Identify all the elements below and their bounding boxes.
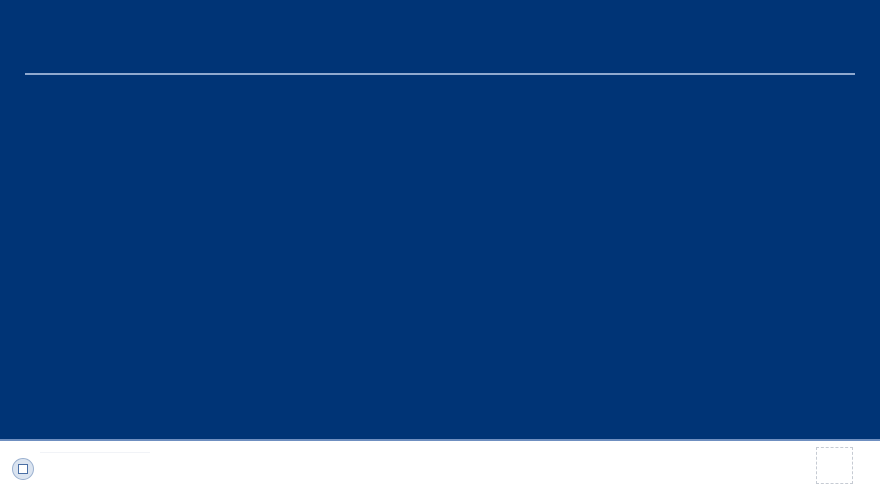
footer-divider	[0, 439, 880, 441]
page-number-box	[816, 447, 853, 484]
logo-rule	[40, 452, 150, 453]
government-logo	[12, 458, 40, 480]
title-divider	[25, 73, 855, 75]
greek-emblem-icon	[12, 458, 34, 480]
